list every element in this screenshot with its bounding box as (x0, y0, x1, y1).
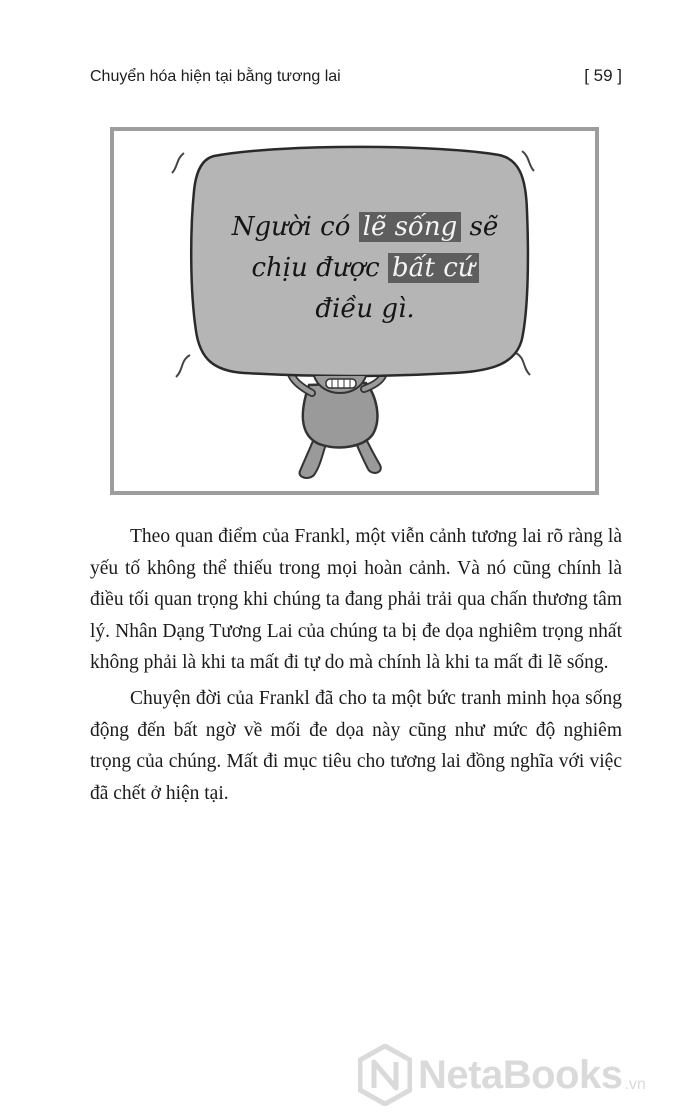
watermark-brand: NetaBooks (418, 1052, 623, 1097)
running-header (90, 66, 622, 86)
watermark (358, 1040, 646, 1110)
sign-line-1 (210, 207, 520, 248)
paragraph-2: Chuyện đời của Frankl đã cho ta một bức tranh minh họa sống động đến bất ngờ về mối đe dọa này cũng như mức độ nghiêm trọng của chúng. Mất đi mục tiêu cho tương lai đồng nghĩa với việc đã chết ở hiện tại. (90, 687, 622, 804)
page-number: [ 59 ] (584, 66, 622, 85)
sign-line-3: điều gì. (315, 294, 415, 324)
sign-text (210, 207, 520, 330)
highlight-le-song: lẽ sống (359, 212, 462, 242)
body-text (90, 521, 622, 809)
sign-line-2-start: chịu được (251, 253, 388, 283)
sign-line-1-end: sẽ (461, 212, 499, 242)
watermark-suffix: .vn (624, 1076, 646, 1093)
running-title: Chuyển hóa hiện tại bằng tương lai (90, 68, 341, 85)
sign-line-1-start: Người có (231, 212, 359, 242)
highlight-bat-cu: bất cứ (388, 253, 479, 283)
netabooks-logo-icon (358, 1044, 412, 1106)
paragraph-1: Theo quan điểm của Frankl, một viễn cảnh tương lai rõ ràng là yếu tố không thể thiếu trong mọi hoàn cảnh. Và nó cũng chính là điều tối quan trọng khi chúng ta đang phải trải qua chấn thương tâm lý. Nhân Dạng Tương Lai của chúng ta bị đe dọa nghiêm trọng nhất không phải là khi ta mất đi tự do mà chính là khi ta mất đi lẽ sống. (90, 526, 622, 674)
illustration-frame (110, 127, 599, 495)
sign-line-2 (210, 248, 520, 289)
